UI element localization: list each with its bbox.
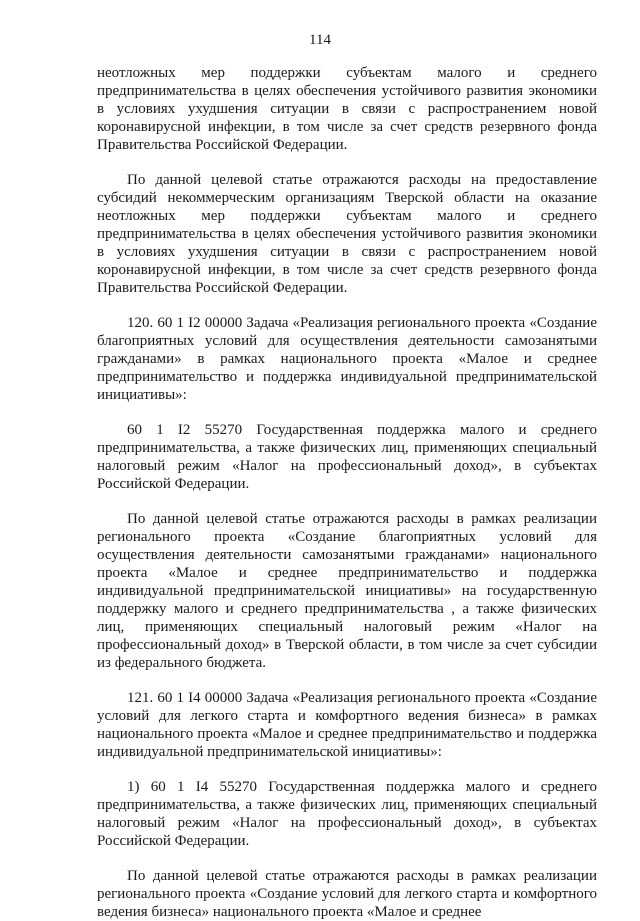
paragraph-continuation: неотложных мер поддержки субъектам малого и среднего предпринимательства в целях обеспечения устойчивого развития экономики в условиях ухудшения ситуации в связи с распространением новой коронавирусной инфекции, в том числе за счет средств резервного фонда Правительства Российской Федерации. (97, 65, 597, 153)
paragraph-item-121: 121. 60 1 I4 00000 Задача «Реализация регионального проекта «Создание условий для легкого старта и комфортного ведения бизнеса» в рамках национального проекта «Малое и среднее предпринимательство и поддержка индивидуальной предпринимательской инициативы»: (97, 690, 597, 760)
paragraph-i2-expenses: По данной целевой статье отражаются расходы в рамках реализации регионального проекта «Создание благоприятных условий для осуществления деятельности самозанятыми гражданами» национального проекта «Малое и среднее предпринимательство и поддержка индивидуальной предпринимательской инициативы» на государственную поддержку малого и среднего предпринимательства , а также физических лиц, применяющих специальный налоговый режим «Налог на профессиональный доход» в Тверской области, в том числе за счет субсидии из федерального бюджета. (97, 511, 597, 671)
paragraph-item-120: 120. 60 1 I2 00000 Задача «Реализация регионального проекта «Создание благоприятных условий для осуществления деятельности самозанятыми гражданами» в рамках национального проекта «Малое и среднее предпринимательство и поддержка индивидуальной предпринимательской инициативы»: (97, 315, 597, 403)
paragraph-code-i4-55270: 1) 60 1 I4 55270 Государственная поддержка малого и среднего предпринимательства, а также физических лиц, применяющих специальный налоговый режим «Налог на профессиональный доход», в субъектах Российской Федерации. (97, 779, 597, 849)
document-body (97, 64, 597, 921)
paragraph-code-i2-55270: 60 1 I2 55270 Государственная поддержка малого и среднего предпринимательства, а также физических лиц, применяющих специальный налоговый режим «Налог на профессиональный доход», в субъектах Российской Федерации. (97, 422, 597, 492)
paragraph-i4-expenses: По данной целевой статье отражаются расходы в рамках реализации регионального проекта «Создание условий для легкого старта и комфортного ведения бизнеса» национального проекта «Малое и среднее (97, 868, 597, 920)
page-number: 114 (309, 32, 331, 48)
paragraph-subsidies-nko: По данной целевой статье отражаются расходы на предоставление субсидий некоммерческим организациям Тверской области на оказание неотложных мер поддержки субъектам малого и среднего предпринимательства в целях обеспечения устойчивого развития экономики в условиях ухудшения ситуации в связи с распространением новой коронавирусной инфекции, в том числе за счет средств резервного фонда Правительства Российской Федерации. (97, 172, 597, 296)
